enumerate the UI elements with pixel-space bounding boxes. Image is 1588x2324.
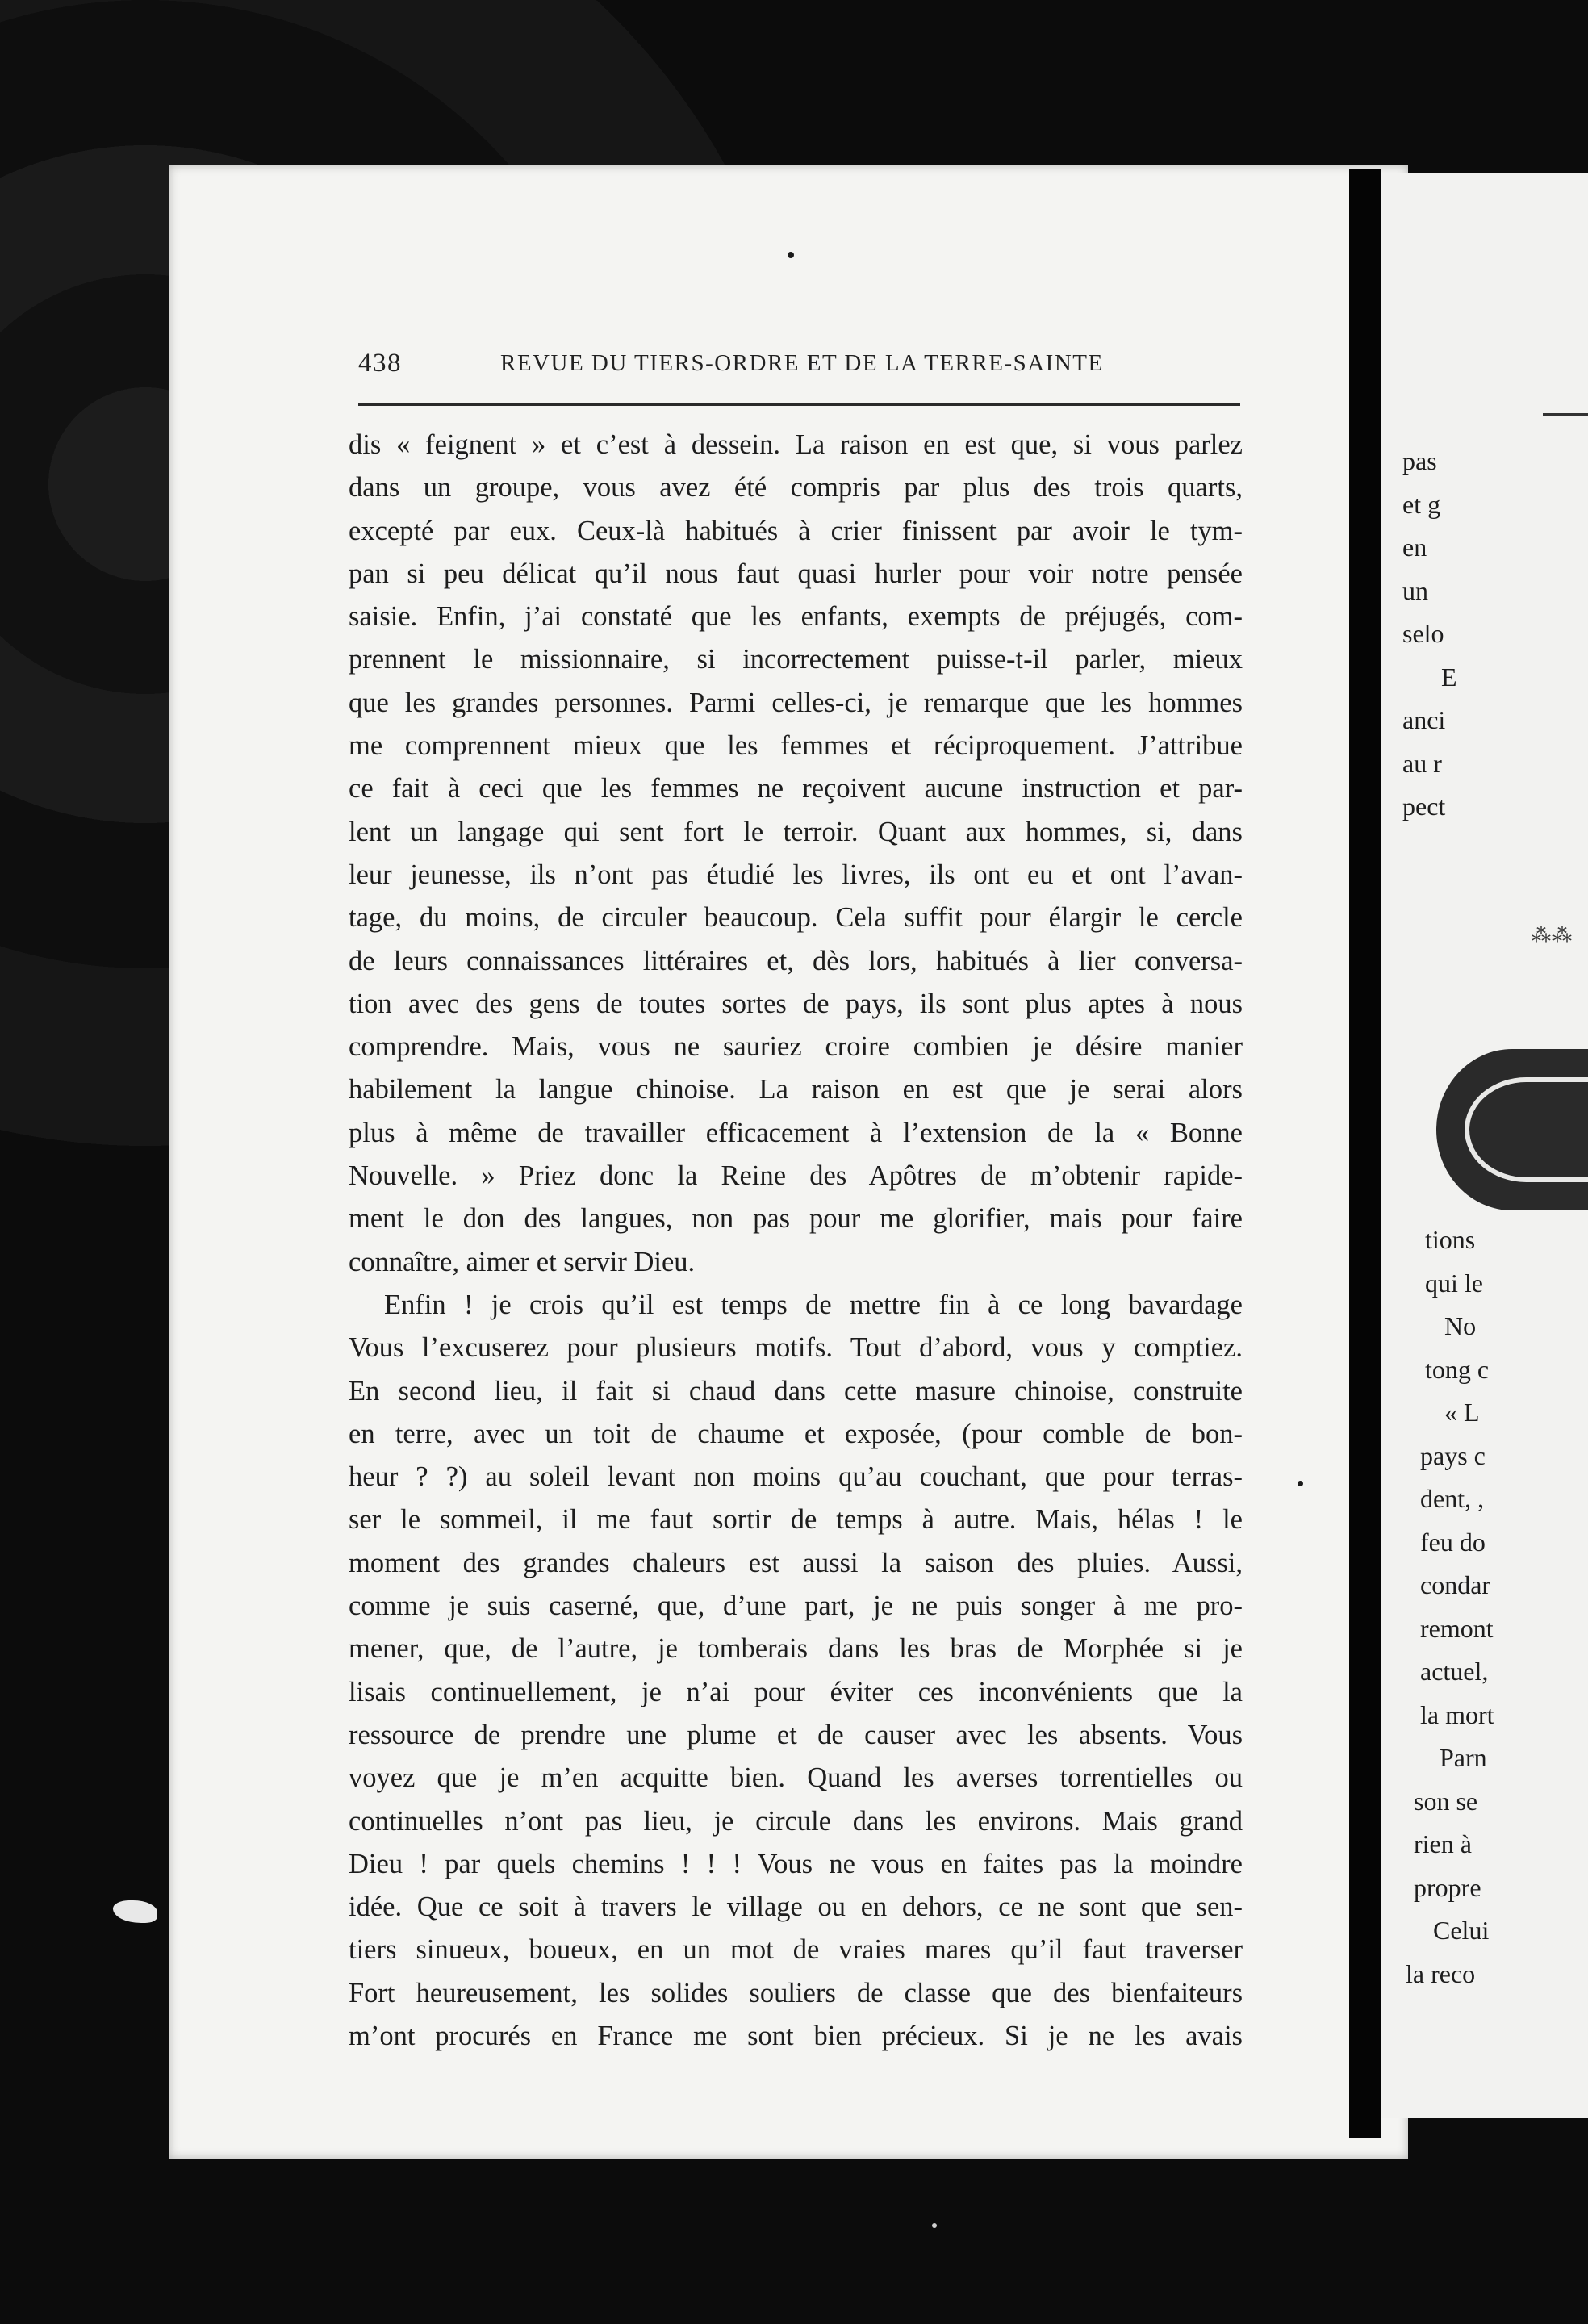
text-line: ser le sommeil, il me faut sortir de temps à autre. Mais, hélas ! le (349, 1504, 1243, 1536)
right-text-fragment: dent, , (1420, 1484, 1485, 1513)
right-page-top-text (1402, 440, 1588, 829)
scan-speck (932, 2223, 937, 2228)
text-line: Fort heureusement, les solides souliers de classe que des bienfaiteurs (349, 1977, 1243, 2008)
right-text-fragment: No (1444, 1311, 1477, 1340)
text-line: mener, que, de l’autre, je tomberais dans les bras de Morphée si je (349, 1633, 1243, 1665)
right-text-fragment: E (1441, 662, 1457, 692)
ornament-icon: ⁂⁂ (1532, 926, 1573, 947)
right-text-fragment: un (1402, 575, 1428, 605)
text-line: comme je suis caserné, que, d’une part, je ne puis songer à me pro- (349, 1590, 1243, 1622)
text-line: de leurs connaissances littéraires et, dès lors, habitués à lier conversa- (349, 945, 1243, 976)
text-line: leur jeunesse, ils n’ont pas étudié les livres, ils ont eu et ont l’avan- (349, 859, 1243, 890)
right-text-fragment: feu do (1420, 1527, 1486, 1557)
text-line: dis « feignent » et c’est à dessein. La raison en est que, si vous parlez (349, 429, 1243, 460)
text-line: que les grandes personnes. Parmi celles-ci, je remarque que les hommes (349, 687, 1243, 718)
ink-speck (788, 252, 794, 258)
right-text-fragment: rien à (1414, 1829, 1472, 1858)
text-line: tion avec des gens de toutes sortes de pays, ils sont plus aptes à nous (349, 988, 1243, 1019)
running-head (358, 349, 1240, 381)
text-line: dans un groupe, vous avez été compris par plus des trois quarts, (349, 472, 1243, 504)
text-line: habilement la langue chinoise. La raison en est que je serai alors (349, 1074, 1243, 1106)
text-line: heur ? ?) au soleil levant non moins qu’au couchant, que pour terras- (349, 1461, 1243, 1493)
text-line: saisie. Enfin, j’ai constaté que les enfants, exempts de préjugés, com- (349, 601, 1243, 633)
right-text-fragment: « L (1444, 1398, 1480, 1427)
text-line: prennent le missionnaire, si incorrectement puisse-t-il parler, mieux (349, 644, 1243, 675)
right-text-fragment: selo (1402, 619, 1444, 648)
right-text-fragment: pays c (1420, 1440, 1486, 1470)
text-line: ressource de prendre une plume et de causer avec les absents. Vous (349, 1719, 1243, 1750)
right-text-fragment: propre (1414, 1872, 1481, 1902)
right-text-fragment: actuel, (1420, 1657, 1489, 1686)
right-text-fragment: la reco (1406, 1958, 1476, 1988)
right-text-fragment: anci (1402, 705, 1446, 734)
right-text-fragment: remont (1420, 1613, 1494, 1643)
text-line: voyez que je m’en acquitte bien. Quand les averses torrentielles ou (349, 1762, 1243, 1794)
right-text-fragment: condar (1420, 1570, 1491, 1599)
right-text-fragment: la mort (1420, 1699, 1494, 1729)
text-line: lisais continuellement, je n’ai pour éviter ces inconvénients que la (349, 1676, 1243, 1707)
text-line: comprendre. Mais, vous ne sauriez croire combien je désire manier (349, 1031, 1243, 1063)
right-text-fragment: et g (1402, 489, 1441, 519)
drop-cap-ornament (1465, 1077, 1588, 1182)
text-line: Nouvelle. » Priez donc la Reine des Apôtres de m’obtenir rapide- (349, 1160, 1243, 1192)
right-text-fragment: pect (1402, 792, 1446, 821)
text-line: continuelles n’ont pas lieu, je circule dans les environs. Mais grand (349, 1805, 1243, 1837)
text-line: tage, du moins, de circuler beaucoup. Cela suffit pour élargir le cercle (349, 902, 1243, 934)
text-line: excepté par eux. Ceux-là habitués à crier finissent par avoir le tym- (349, 515, 1243, 546)
text-line: lent un langage qui sent fort le terroir. Quant aux hommes, si, dans (349, 816, 1243, 847)
text-line: En second lieu, il fait si chaud dans cette masure chinoise, construite (349, 1375, 1243, 1407)
book-gutter (1349, 169, 1381, 2138)
ink-speck (1298, 1481, 1303, 1486)
right-text-fragment: tong c (1425, 1354, 1490, 1384)
text-line: idée. Que ce soit à travers le village ou en dehors, ce ne sont que sen- (349, 1891, 1243, 1923)
right-page-rule (1543, 413, 1588, 416)
right-text-fragment: Celui (1433, 1916, 1490, 1945)
right-page-bottom-text (1390, 1218, 1583, 1996)
right-text-fragment: pas (1402, 446, 1437, 475)
text-line: Vous l’excuserez pour plusieurs motifs. Tout d’abord, vous y comptiez. (349, 1332, 1243, 1364)
text-line: en terre, avec un toit de chaume et exposée, (pour comble de bon- (349, 1418, 1243, 1449)
running-head-title: REVUE DU TIERS-ORDRE ET DE LA TERRE-SAINTE (500, 350, 1104, 376)
text-line: plus à même de travailler efficacement à l’extension de la « Bonne (349, 1117, 1243, 1148)
right-text-fragment: en (1402, 533, 1427, 562)
right-text-fragment: Parn (1440, 1743, 1487, 1772)
text-line: pan si peu délicat qu’il nous faut quasi hurler pour voir notre pensée (349, 558, 1243, 589)
text-line: connaître, aimer et servir Dieu. (349, 1246, 696, 1277)
body-text (349, 424, 1243, 2058)
right-text-fragment: son se (1414, 1786, 1478, 1816)
text-line: me comprennent mieux que les femmes et réciproquement. J’attribue (349, 730, 1243, 762)
text-line: ment le don des langues, non pas pour me glorifier, mais pour faire (349, 1203, 1243, 1235)
header-rule (358, 403, 1240, 406)
text-line: m’ont procurés en France me sont bien précieux. Si je ne les avais (349, 2020, 1243, 2051)
text-line: tiers sinueux, boueux, en un mot de vraies mares qu’il faut traverser (349, 1934, 1243, 1966)
text-line: ce fait à ceci que les femmes ne reçoivent aucune instruction et par- (349, 773, 1243, 805)
text-line: Dieu ! par quels chemins ! ! ! Vous ne vous en faites pas la moindre (349, 1848, 1243, 1879)
page-number: 438 (358, 349, 402, 378)
right-text-fragment: tions (1425, 1225, 1476, 1254)
text-line: Enfin ! je crois qu’il est temps de mettre fin à ce long bavardage (384, 1289, 1243, 1320)
text-line: moment des grandes chaleurs est aussi la saison des pluies. Aussi, (349, 1547, 1243, 1578)
right-text-fragment: qui le (1425, 1268, 1483, 1298)
right-text-fragment: au r (1402, 748, 1442, 778)
